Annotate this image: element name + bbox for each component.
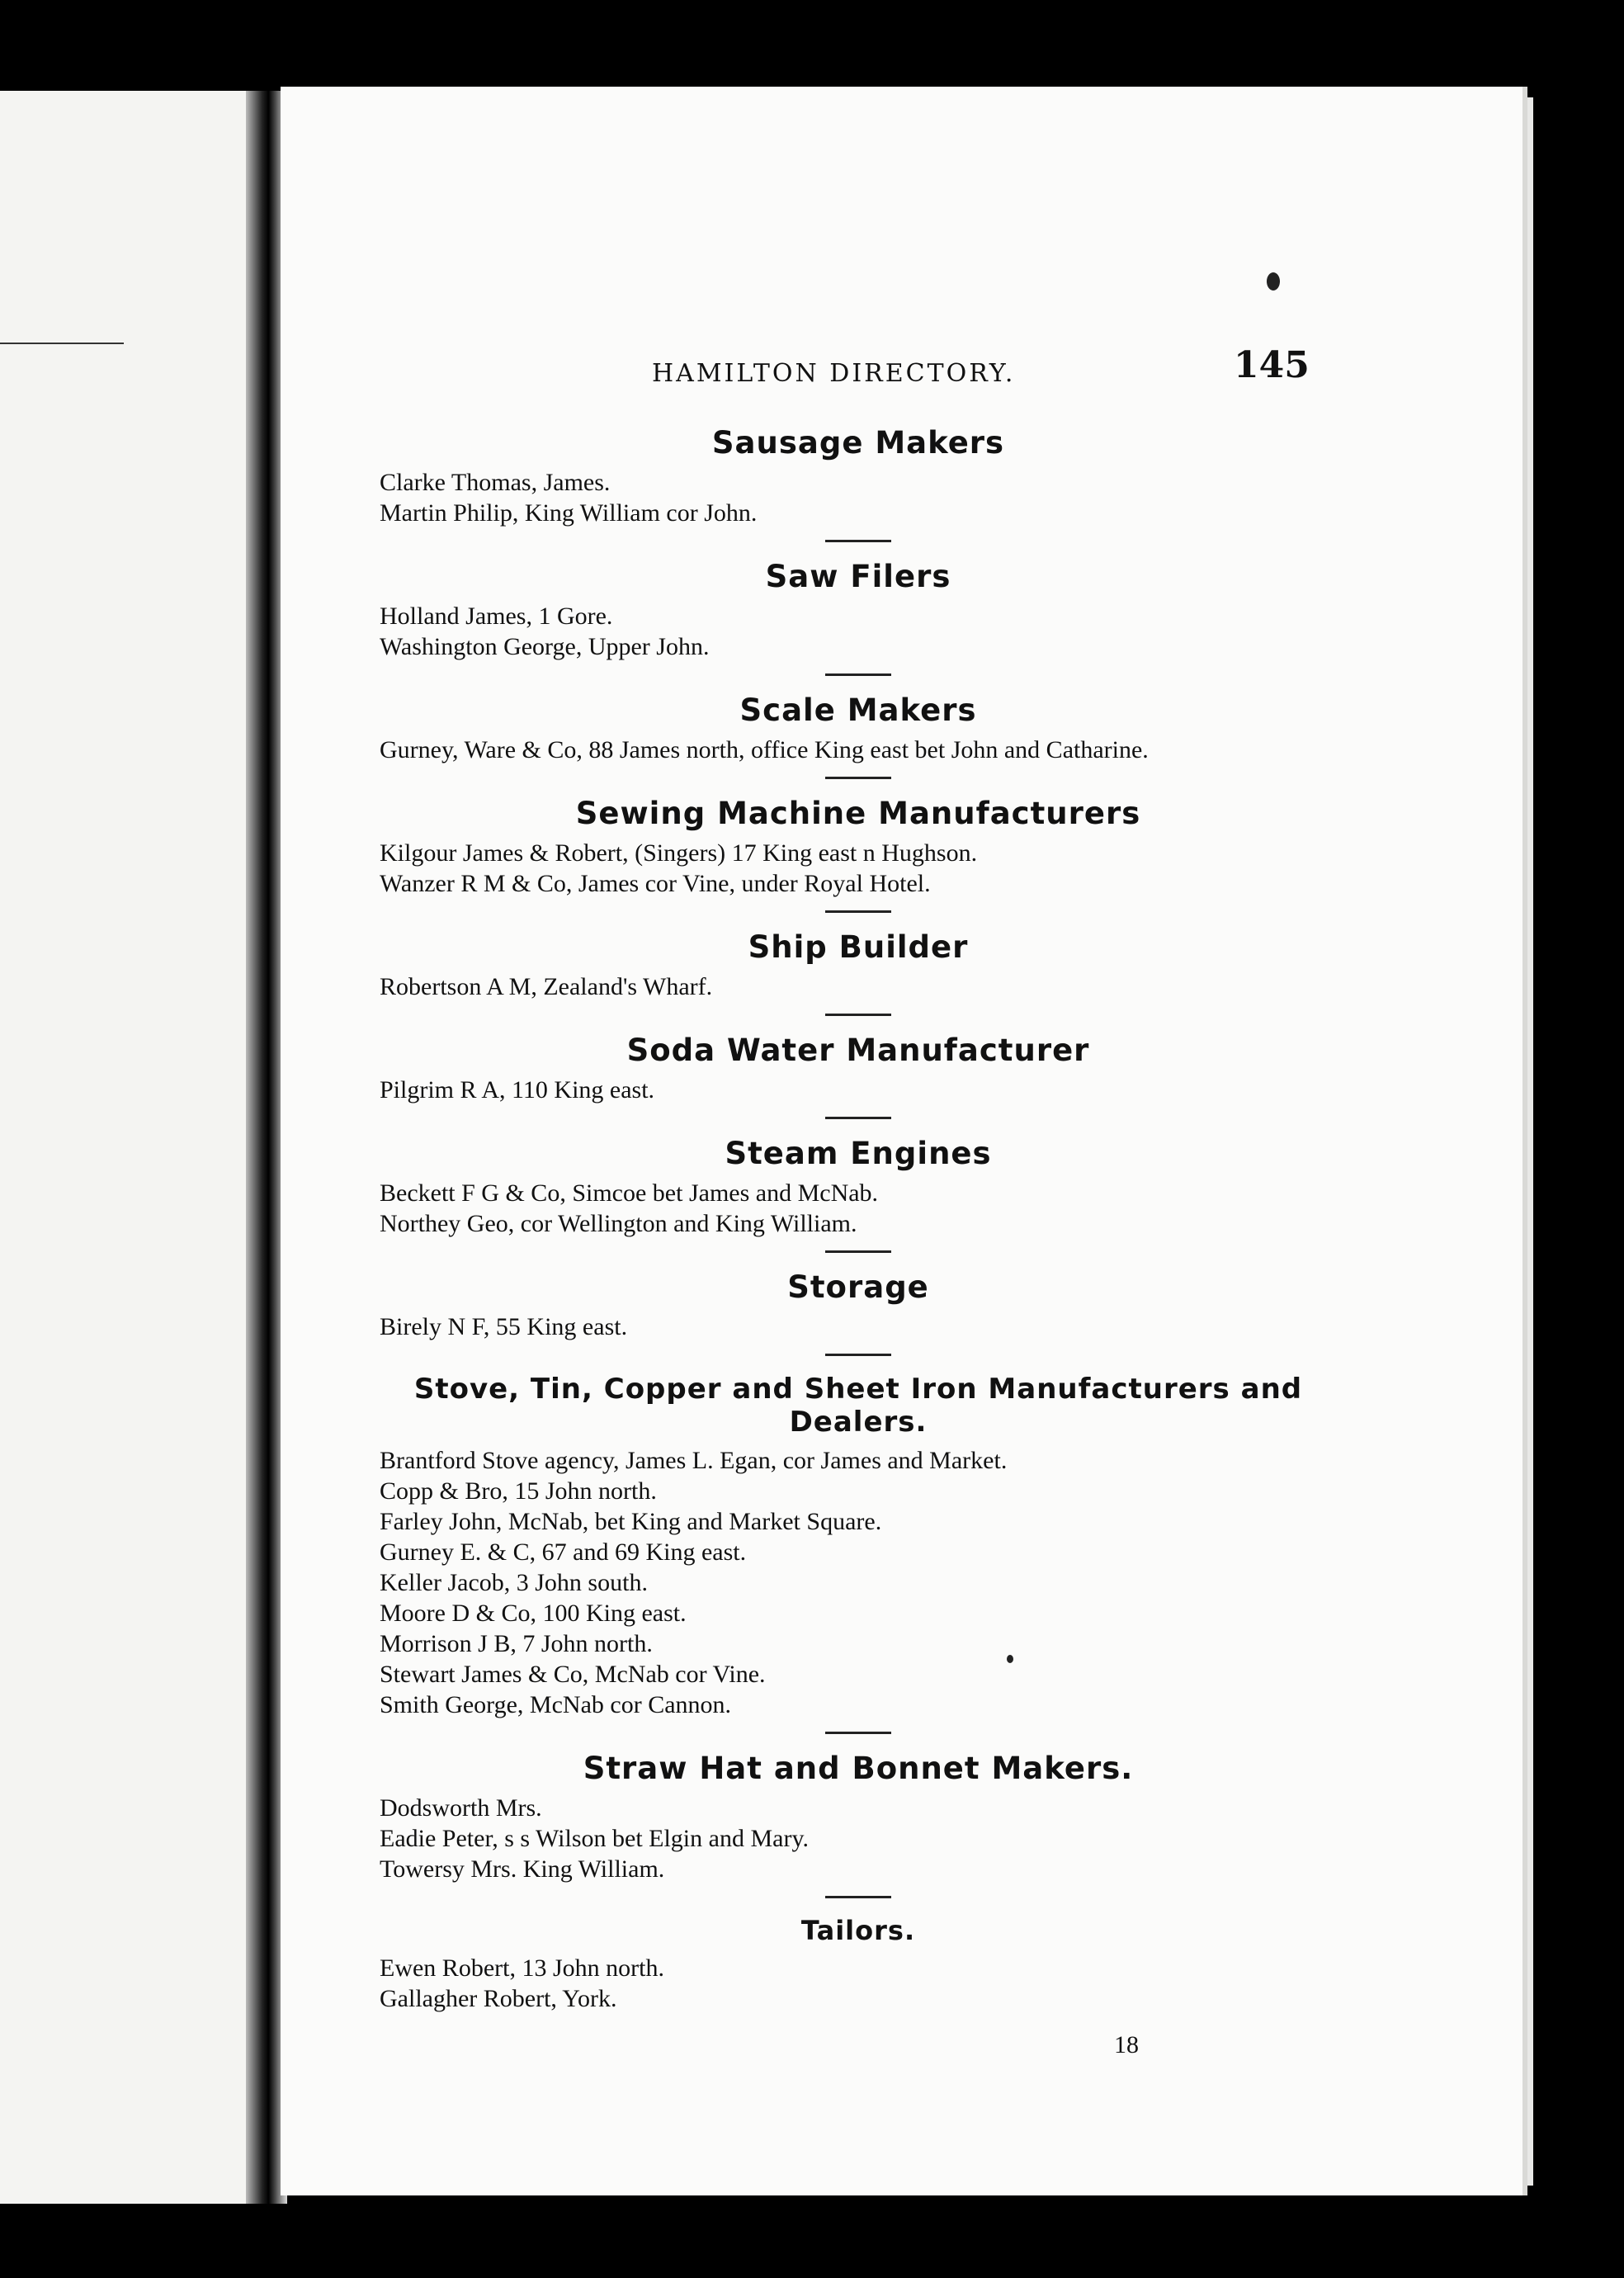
section-tailors: [380, 1915, 1337, 2014]
section-heading: Tailors.: [800, 1915, 916, 1946]
listing-entry: Morrison J B, 7 John north.: [380, 1630, 653, 1657]
listing-entry: Keller Jacob, 3 John south.: [380, 1569, 648, 1596]
section-heading: Steam Engines: [725, 1136, 992, 1171]
section-soda-water-manufacturer: [380, 1033, 1337, 1119]
listing-entry: Smith George, McNab cor Cannon.: [380, 1691, 732, 1718]
section-divider: [825, 1250, 891, 1253]
directory-listing: [380, 425, 1337, 2014]
listing-entry: Kilgour James & Robert, (Singers) 17 King east n Hughson.: [380, 839, 978, 867]
listing-entry: Washington George, Upper John.: [380, 633, 710, 660]
section-divider: [825, 673, 891, 676]
section-heading: Stove, Tin, Copper and Sheet Iron Manufacturers and Dealers.: [413, 1373, 1303, 1439]
running-title: HAMILTON DIRECTORY.: [652, 359, 1016, 388]
listing-entry: Farley John, McNab, bet King and Market Square.: [380, 1508, 882, 1535]
listing-entry: Copp & Bro, 15 John north.: [380, 1477, 657, 1505]
running-head: [281, 87, 1522, 388]
section-heading: Straw Hat and Bonnet Makers.: [583, 1751, 1134, 1786]
section-straw-hat-bonnet-makers: [380, 1751, 1337, 1898]
facing-page-rule: [0, 343, 124, 344]
listing-entry: Gallagher Robert, York.: [380, 1985, 617, 2012]
ink-blot: [1267, 272, 1280, 291]
section-divider: [825, 1354, 891, 1356]
listing-entry: Ewen Robert, 13 John north.: [380, 1954, 664, 1982]
listing-entry: Dodsworth Mrs.: [380, 1794, 542, 1822]
section-sewing-machine-manufacturers: [380, 796, 1337, 913]
listing-entry: Gurney E. & C, 67 and 69 King east.: [380, 1538, 747, 1566]
ink-speck: [1007, 1655, 1013, 1663]
section-ship-builder: [380, 929, 1337, 1016]
listing-entry: Gurney, Ware & Co, 88 James north, office King east bet John and Catharine.: [380, 736, 1149, 763]
section-saw-filers: [380, 559, 1337, 676]
section-divider: [825, 1117, 891, 1119]
section-divider: [825, 1896, 891, 1898]
facing-page: [0, 91, 248, 2204]
listing-entry: Northey Geo, cor Wellington and King William.: [380, 1210, 857, 1237]
listing-entry: Towersy Mrs. King William.: [380, 1855, 665, 1883]
section-storage: [380, 1269, 1337, 1356]
listing-entry: Brantford Stove agency, James L. Egan, cor James and Market.: [380, 1447, 1008, 1474]
listing-entry: Holland James, 1 Gore.: [380, 603, 613, 630]
listing-entry: Eadie Peter, s s Wilson bet Elgin and Mary.: [380, 1825, 809, 1852]
listing-entry: Clarke Thomas, James.: [380, 469, 611, 496]
listing-entry: Wanzer R M & Co, James cor Vine, under Royal Hotel.: [380, 870, 931, 897]
page-folio: 18: [1114, 2031, 1139, 2058]
section-heading: Scale Makers: [739, 692, 977, 728]
section-stove-tin-copper: [380, 1373, 1337, 1734]
section-divider: [825, 540, 891, 542]
section-steam-engines: [380, 1136, 1337, 1253]
section-divider: [825, 1014, 891, 1016]
section-divider: [825, 1732, 891, 1734]
listing-entry: Beckett F G & Co, Simcoe bet James and McNab.: [380, 1179, 879, 1207]
section-heading: Sausage Makers: [711, 425, 1005, 461]
listing-entry: Robertson A M, Zealand's Wharf.: [380, 973, 713, 1000]
section-sausage-makers: [380, 425, 1337, 542]
section-divider: [825, 910, 891, 913]
directory-page: [281, 87, 1527, 2195]
listing-entry: Stewart James & Co, McNab cor Vine.: [380, 1661, 766, 1688]
listing-entry: Martin Philip, King William cor John.: [380, 499, 758, 527]
listing-entry: Birely N F, 55 King east.: [380, 1313, 628, 1340]
section-heading: Ship Builder: [748, 929, 969, 965]
section-heading: Storage: [787, 1269, 929, 1305]
section-heading: Soda Water Manufacturer: [626, 1033, 1090, 1068]
section-scale-makers: [380, 692, 1337, 779]
listing-entry: Moore D & Co, 100 King east.: [380, 1600, 687, 1627]
section-heading: Sewing Machine Manufacturers: [575, 796, 1141, 831]
page-number: 145: [1234, 344, 1310, 386]
listing-entry: Pilgrim R A, 110 King east.: [380, 1076, 655, 1104]
section-divider: [825, 777, 891, 779]
section-heading: Saw Filers: [765, 559, 951, 594]
